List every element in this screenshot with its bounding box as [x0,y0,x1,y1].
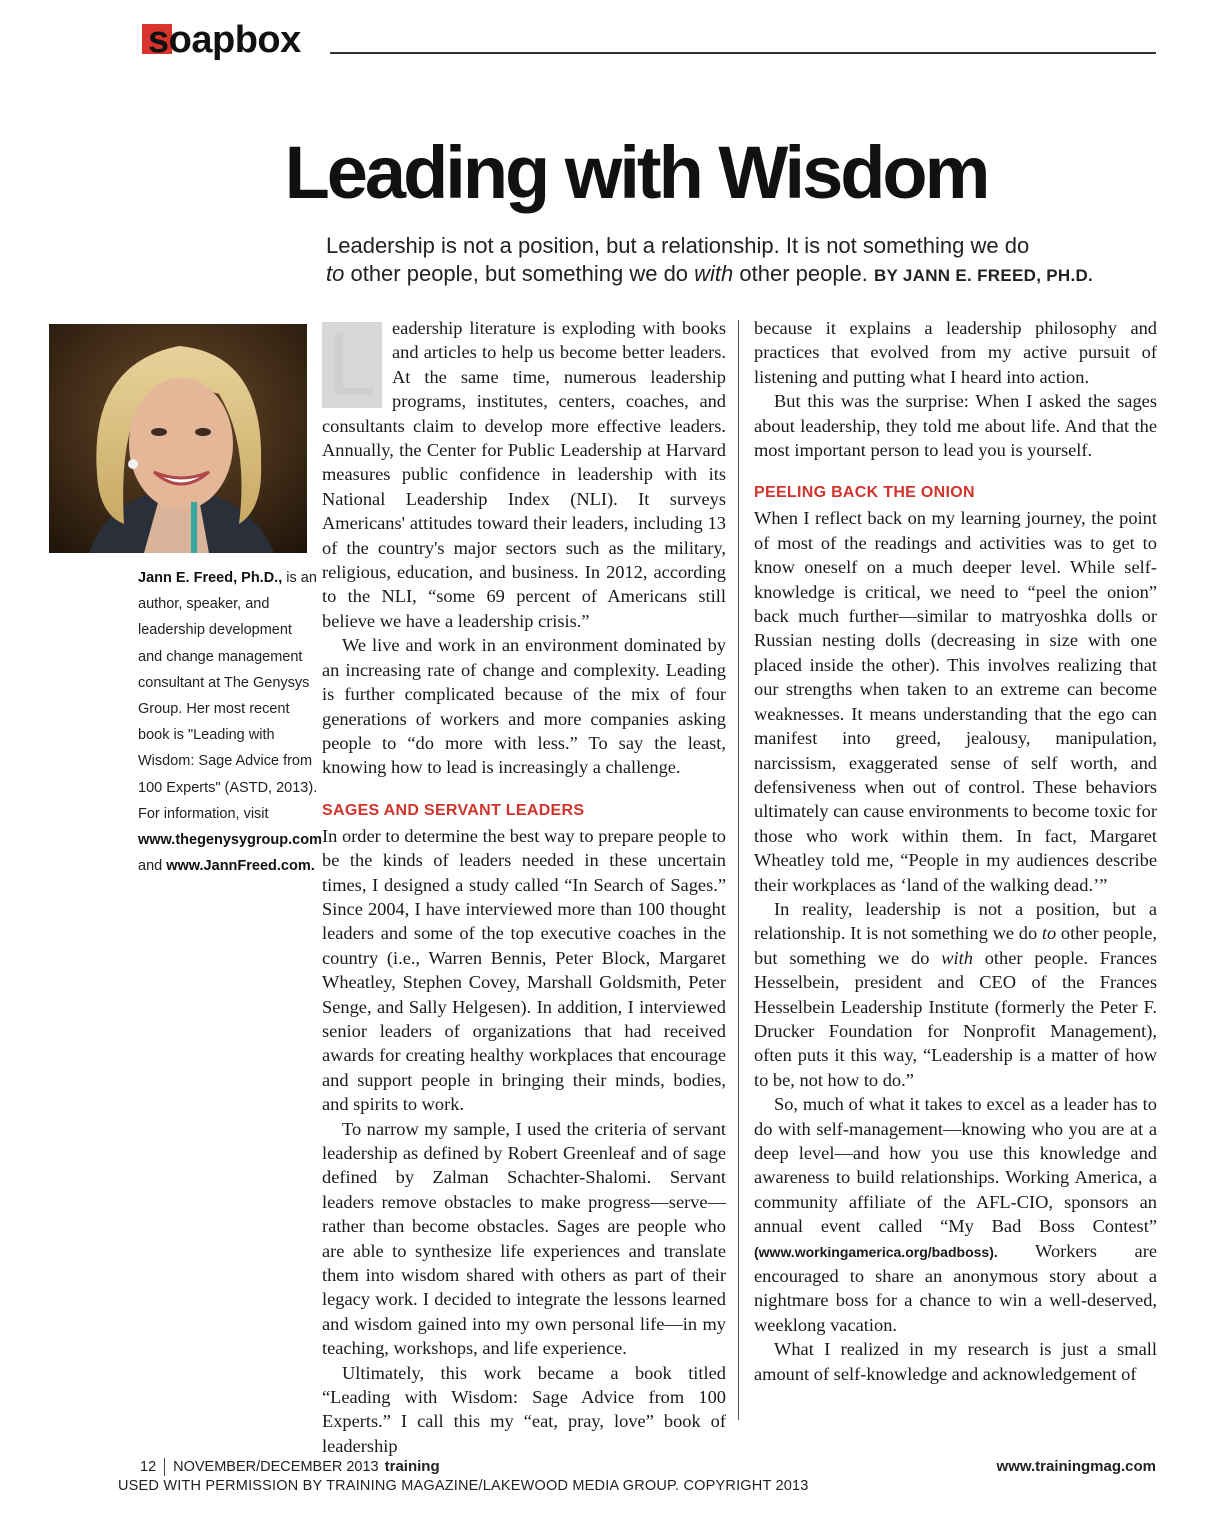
section-label-first: s [148,19,169,61]
author-bio-text: is an author, speaker, and leadership development and change management consultant at The Genysys Group. Her most recent book is "Leading with Wisdom: Sage Advice from 100 Experts" (ASTD, 2013). For information, visit [138,570,318,822]
subhead-onion: PEELING BACK THE ONION [754,484,975,502]
paragraph: What I realized in my research is just a small amount of self-knowledge and acknowledgement of [754,1339,1157,1384]
deck-line-2a: other people, but something we do [344,261,695,286]
author-name: Jann E. Freed, Ph.D., [138,570,283,586]
deck-line-1: Leadership is not a position, but a relationship. It is not something we do [326,233,1030,258]
author-photo [49,324,307,553]
author-bio [138,565,322,879]
magazine-brand: training [384,1458,440,1475]
paragraph: We live and work in an environment dominated by an increasing rate of change and complexity. Leading is further complicated because of the mix of four generations of workers and more companies asking people to “do more with less.” To say the least, knowing how to lead is increasingly a challenge. [322,635,726,778]
issue-date: NOVEMBER/DECEMBER 2013 [173,1459,379,1475]
paragraph: because it explains a leadership philosophy and practices that evolved from my active pursuit of listening and putting what I heard into action. [754,318,1157,387]
section-label [142,20,301,60]
working-america-url[interactable]: (www.workingamerica.org/badboss). [754,1243,998,1260]
header-rule [330,52,1156,54]
deck-line-2b: other people. [733,261,874,286]
drop-cap: L [322,322,382,408]
article-title: Leading with Wisdom [284,131,988,214]
article-column-1 [322,316,726,1458]
copyright-notice: USED WITH PERMISSION BY TRAINING MAGAZINE/LAKEWOOD MEDIA GROUP. COPYRIGHT 2013 [118,1478,809,1494]
author-url-2[interactable]: www.JannFreed.com. [166,858,315,875]
article-column-2 [754,316,1157,1386]
byline: BY JANN E. FREED, PH.D. [873,266,1094,285]
paragraph: To narrow my sample, I used the criteria of servant leadership as defined by Robert Greenleaf and of sage defined by Zalman Schachter-Shalomi. Servant leaders remove obstacles to make progress—serve—rather than become obstacles. Sages are people who are able to synthesize life experiences and translate them into wisdom shared with others as part of their legacy work. I decided to integrate the lessons learned and wisdom gained into my own personal life—in my teaching, workshops, and life experience. [322,1118,726,1359]
paragraph: So, much of what it takes to excel as a leader has to do with self-management—knowing who you are at a deep level—and how you use this knowledge and awareness to build relationships. Working America, a community affiliate of the AFL-CIO, sponsors an annual event called “My Bad Boss Contest” (www.workingamerica.org/badboss). Workers are encouraged to share an anonymous story about a nightmare boss for a chance to win a well-deserved, weeklong vacation. [754,1094,1157,1335]
paragraph: When I reflect back on my learning journey, the point of most of the readings and activities was to get to know oneself on a much deeper level. While self-knowledge is critical, we need to “peel the onion” back much further—similar to matryoshka dolls or Russian nesting dolls (decreasing in size with one placed inside the other). This involves realizing that our strengths when taken to an extreme can become weaknesses. It means understanding that the ego can manifest into greed, jealousy, manipulation, narcissism, exaggerated sense of self worth, and defensiveness when out of control. These behaviors ultimately can cause environments to become toxic for those who work within them. In fact, Margaret Wheatley told me, “People in my audiences describe their workplaces as ‘land of the walking dead.’” [754,508,1157,895]
column-divider [738,320,739,1420]
page-number: 12 [140,1459,157,1475]
paragraph: In reality, leadership is not a position, but a relationship. It is not something we do to other people, but something we do with other people. Frances Hesselbein, president and CEO of the Frances Hesselbein Leadership Institute (formerly the Peter F. Drucker Foundation for Nonprofit Management), often puts it this way, “Leadership is a matter of how to be, not how to do.” [754,898,1157,1090]
subhead-sages: SAGES AND SERVANT LEADERS [322,801,585,819]
author-url-1[interactable]: www.thegenysygroup.com [138,832,322,849]
deck-with: with [694,261,734,286]
author-bio-and: and [138,858,163,875]
paragraph: Ultimately, this work became a book titled “Leading with Wisdom: Sage Advice from 100 Experts.” I call this my “eat, pray, love” book of leadership [322,1362,726,1456]
deck-to: to [326,261,345,286]
footer-folio [140,1458,440,1476]
paragraph: In order to determine the best way to prepare people to be the kinds of leaders needed in these uncertain times, I designed a study called “In Search of Sages.” Since 2004, I have interviewed more than 100 thought leaders and some of the top executive coaches in the country (i.e., Warren Bennis, Peter Block, Margaret Wheatley, Stephen Covey, Marshall Goldsmith, Peter Senge, and Sally Helgesen). In addition, I interviewed senior leaders of organizations that had received awards for creating healthy workplaces that encourage and support people in bringing their minds, bodies, and spirits to work. [322,825,726,1115]
article-deck [326,232,1156,290]
footer-site-url[interactable]: www.trainingmag.com [996,1458,1156,1475]
section-label-rest: oapbox [168,19,301,61]
paragraph: L eadership literature is exploding with books and articles to help us become better leaders. At the same time, numerous leadership programs, institutes, centers, coaches, and consultants claim to develop more effective leaders. Annually, the Center for Public Leadership at Harvard measures public confidence in leadership with its National Leadership Index (NLI). It surveys Americans' attitudes toward their leaders, including 13 of the country's major sectors such as the military, religious, education, and business. In 2012, according to the NLI, “some 69 percent of Americans still believe we have a leadership crisis.” [322,315,726,631]
paragraph: But this was the surprise: When I asked the sages about leadership, they told me about life. And that the most important person to lead you is yourself. [754,391,1157,461]
